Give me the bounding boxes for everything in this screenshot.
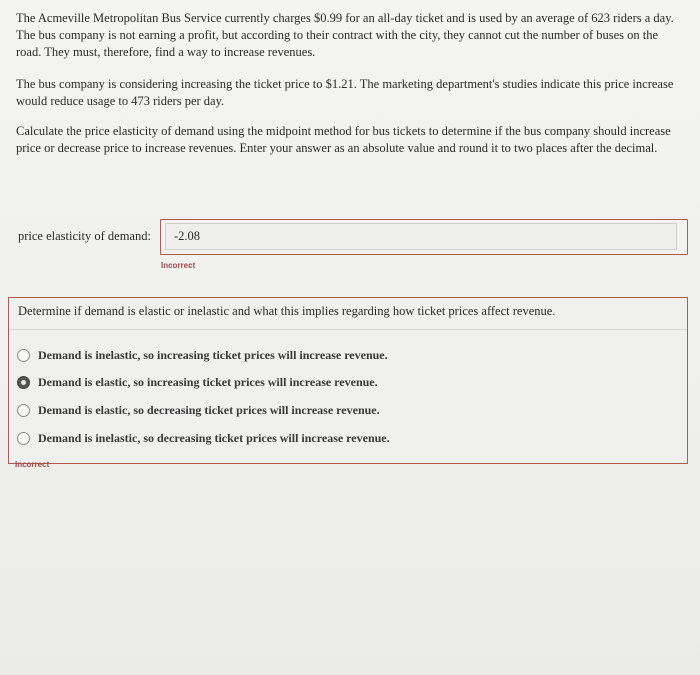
elasticity-feedback: Incorrect — [161, 261, 196, 270]
demand-question-prompt: Determine if demand is elastic or inelastic and what this implies regarding how ticket prices affect revenue. — [18, 304, 556, 318]
option-inelastic-increase[interactable] — [17, 346, 388, 364]
radio-button[interactable] — [17, 432, 30, 445]
demand-question-box — [8, 297, 688, 464]
elasticity-input[interactable]: -2.08 — [165, 223, 677, 250]
problem-paragraph-3: Calculate the price elasticity of demand using the midpoint method for bus tickets to determine if the bus company should increase price or decrease price to increase revenues. Enter your answer as an absolute value and round it to two places after the decimal. — [16, 124, 671, 155]
elasticity-question — [14, 219, 690, 257]
divider — [9, 329, 687, 330]
radio-button-selected[interactable] — [17, 376, 30, 389]
elasticity-answer-box — [160, 219, 688, 255]
problem-paragraph-2: The bus company is considering increasing the ticket price to $1.21. The marketing department's studies indicate this price increase would reduce usage to 473 riders per day. — [16, 77, 674, 108]
option-elastic-increase[interactable] — [17, 373, 378, 391]
option-label: Demand is inelastic, so increasing ticket prices will increase revenue. — [38, 347, 388, 362]
radio-button[interactable] — [17, 349, 30, 362]
option-label: Demand is inelastic, so decreasing ticket prices will increase revenue. — [38, 430, 390, 445]
demand-feedback: Incorrect — [15, 460, 50, 469]
option-elastic-decrease[interactable] — [17, 401, 380, 419]
option-inelastic-decrease[interactable] — [17, 429, 390, 447]
option-label: Demand is elastic, so decreasing ticket prices will increase revenue. — [38, 402, 380, 417]
problem-paragraph-1: The Acmeville Metropolitan Bus Service currently charges $0.99 for an all-day ticket and is used by an average of 623 riders a day. The bus company is not earning a profit, but according to their contract with the city, they cannot cut the number of buses on the road. They must, therefore, find a way to increase revenues. — [16, 11, 674, 59]
elasticity-label: price elasticity of demand: — [18, 229, 151, 243]
radio-button[interactable] — [17, 404, 30, 417]
option-label: Demand is elastic, so increasing ticket prices will increase revenue. — [38, 374, 378, 389]
